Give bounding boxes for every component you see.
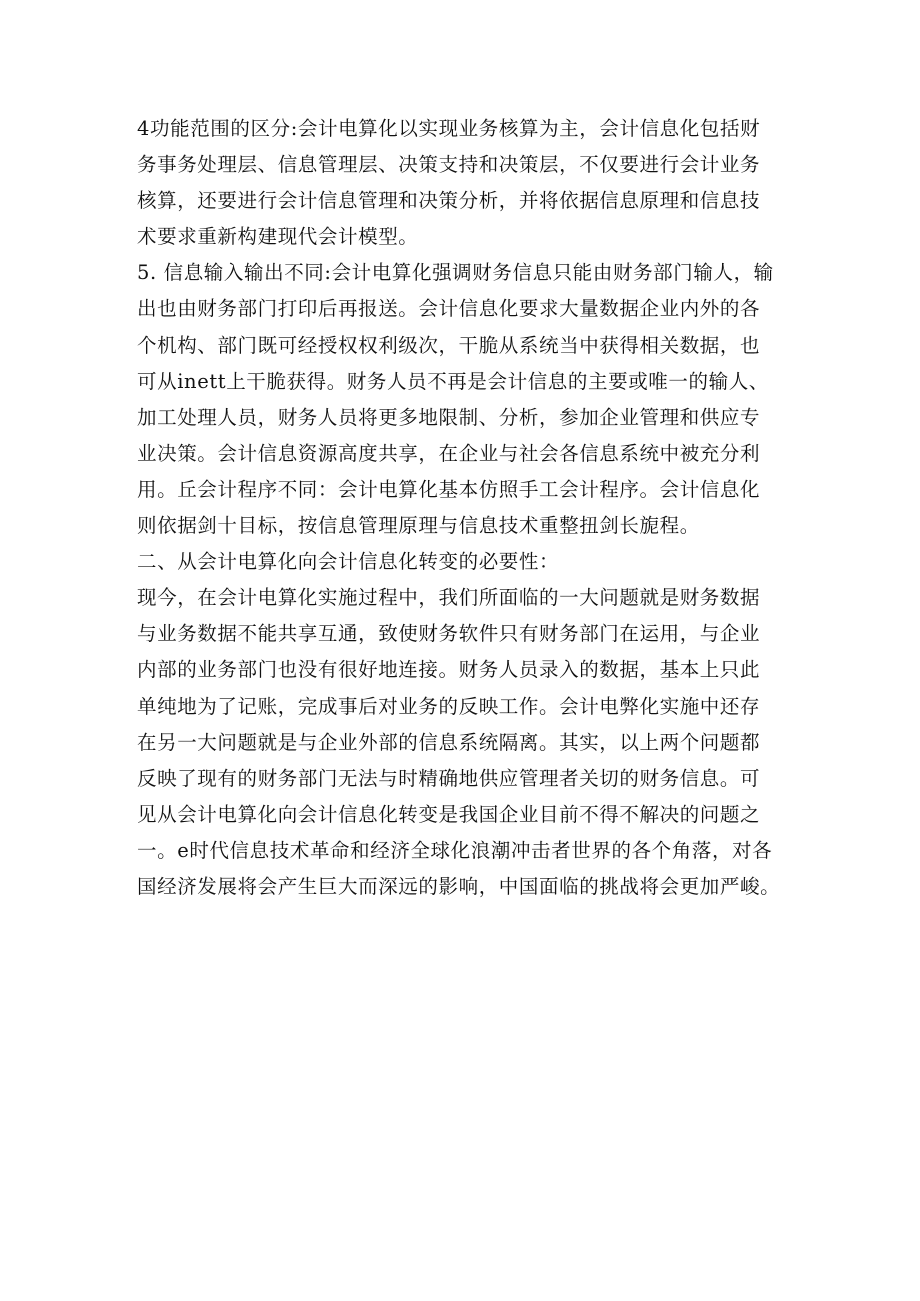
text-line: 务事务处理层、信息管理层、决策支持和决策层，不仅要进行会计业务 bbox=[137, 153, 761, 177]
text-line: 国经济发展将会产生巨大而深远的影响，中国面临的挑战将会更加严峻。 bbox=[137, 874, 781, 898]
text-line: 业决策。会计信息资源高度共享，在企业与社会各信息系统中被充分利 bbox=[137, 441, 761, 465]
text-line: 加工处理人员，财务人员将更多地限制、分析，参加企业管理和供应专 bbox=[137, 405, 761, 429]
text-line: 4功能范围的区分:会计电算化以实现业务核算为主，会计信息化包括财 bbox=[137, 117, 761, 140]
text-line: 可从inett上干脆获得。财务人员不再是会计信息的主要或唯一的输人、 bbox=[137, 369, 769, 393]
section-heading: 二、从会计电算化向会计信息化转变的必要性： bbox=[137, 550, 560, 574]
text-line: 个机构、部门既可经授权权利级次，干脆从系统当中获得相关数据，也 bbox=[137, 333, 761, 357]
text-line: 内部的业务部门也没有很好地连接。财务人员录入的数据，基本上只此 bbox=[137, 658, 761, 682]
text-line: 用。丘会计程序不同：会计电算化基本仿照手工会计程序。会计信息化 bbox=[137, 477, 761, 501]
text-line: 核算，还要进行会计信息管理和决策分析，并将依据信息原理和信息技 bbox=[137, 189, 761, 213]
text-line: 与业务数据不能共享互通，致使财务软件只有财务部门在运用，与企业 bbox=[137, 622, 761, 646]
text-line: 在另一大问题就是与企业外部的信息系统隔离。其实，以上两个问题都 bbox=[137, 730, 761, 754]
text-line: 现今，在会计电算化实施过程中，我们所面临的一大问题就是财务数据 bbox=[137, 586, 761, 610]
text-line: 出也由财务部门打印后再报送。会计信息化要求大量数据企业内外的各 bbox=[137, 297, 761, 321]
text-line: 5. 信息输入输出不同:会计电算化强调财务信息只能由财务部门输人，输 bbox=[137, 261, 774, 285]
text-line: 见从会计电算化向会计信息化转变是我国企业目前不得不解决的问题之 bbox=[137, 802, 761, 826]
text-line: 术要求重新构建现代会计模型。 bbox=[137, 225, 419, 249]
body-text bbox=[137, 111, 797, 905]
text-line: 则依据剑十目标，按信息管理原理与信息技术重整扭剑长旎程。 bbox=[137, 514, 700, 538]
text-line: 一。e时代信息技术革命和经济全球化浪潮冲击者世界的各个角落，对各 bbox=[137, 838, 773, 862]
text-line: 反映了现有的财务部门无法与时精确地供应管理者关切的财务信息。可 bbox=[137, 766, 761, 790]
text-line: 单纯地为了记账，完成事后对业务的反映工作。会计电弊化实施中还存 bbox=[137, 694, 761, 718]
